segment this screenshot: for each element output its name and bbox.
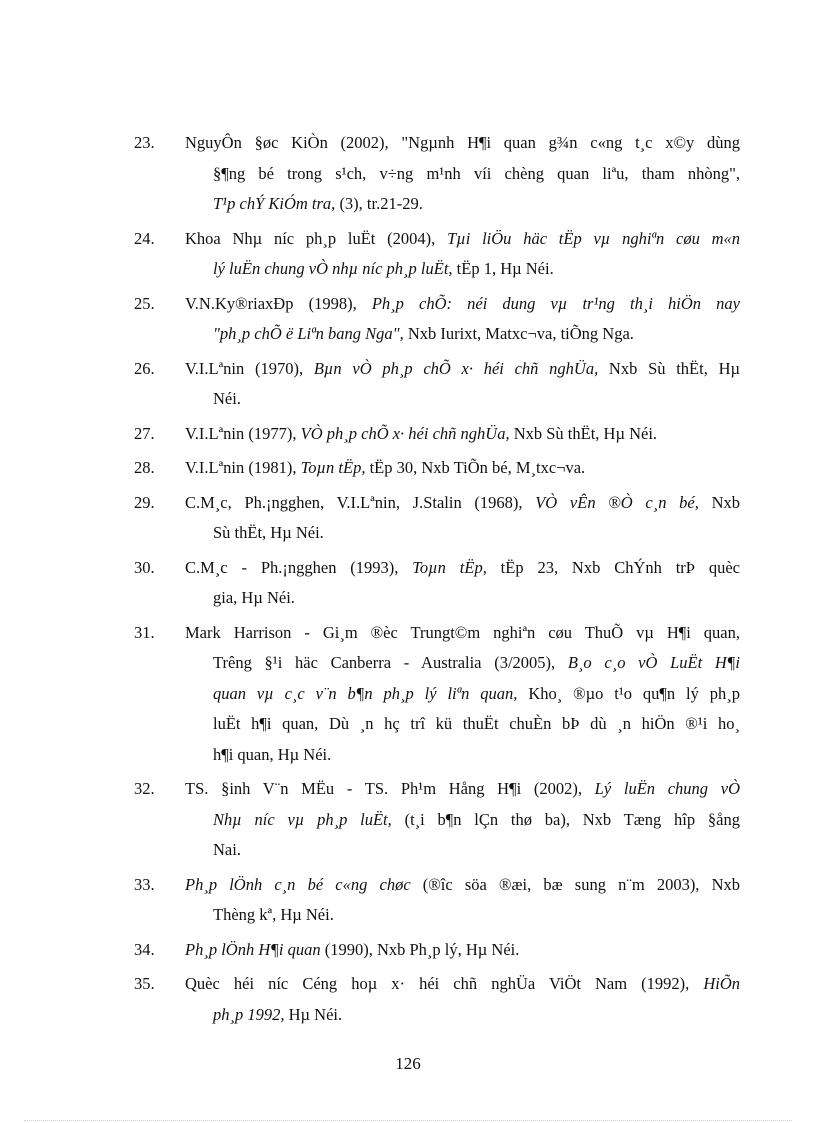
reference-segment: V.I.Lªnin (1970), (185, 358, 314, 378)
reference-title-segment: Bµn vÒ ph¸p chÕ x· héi chñ nghÜa, (313, 358, 599, 378)
reference-title-segment: Lý luËn chung vÒ (594, 779, 740, 798)
reference-line (185, 969, 740, 1000)
reference-line (185, 774, 740, 805)
reference-title-segment: ph¸p 1992, (213, 1004, 285, 1024)
reference-number: 35. (134, 974, 155, 993)
reference-item (0, 553, 816, 614)
reference-title-segment: Nhµ níc vµ ph¸p luËt, (213, 809, 392, 829)
reference-segment: gia, Hµ Néi. (213, 588, 295, 607)
reference-text (185, 618, 740, 771)
reference-segment: (®îc söa ®æi, bæ sung n¨m 2003), Nxb (410, 874, 740, 894)
reference-title-segment: Ph¸p chÕ: néi dung vµ tr¹ng th¸i hiÖn nay (371, 293, 740, 313)
reference-segment: h¶i quan, Hµ Néi. (213, 744, 332, 764)
reference-segment: V.N.Ky®riaxÐp (1998), (185, 293, 372, 313)
reference-segment: Khoa Nhµ níc ph¸p luËt (2004), (185, 228, 448, 248)
reference-item (0, 224, 816, 285)
reference-item (0, 354, 816, 415)
reference-segment: Sù thËt, Hµ Néi. (213, 523, 324, 542)
reference-line (185, 870, 740, 901)
reference-segment: Nai. (213, 840, 241, 859)
reference-title-segment: lý luËn chung vÒ nhµ níc ph¸p luËt, (213, 259, 453, 278)
reference-item (0, 289, 816, 350)
reference-line (185, 709, 740, 740)
reference-item (0, 453, 816, 484)
reference-line (185, 354, 740, 385)
reference-item (0, 774, 816, 866)
reference-title-segment: Ph¸p lÖnh H¶i quan (185, 939, 321, 959)
reference-number: 24. (134, 228, 155, 248)
reference-title-segment: T¹p chÝ KiÓm tra, (213, 194, 336, 213)
reference-segment: V.I.Lªnin (1977), (185, 423, 301, 443)
reference-segment: luËt h¶i quan, Dù ¸n hç trî kü thuËt chuÈn bÞ dù ¸n hiÖn ®¹i ho¸ (213, 714, 740, 733)
reference-segment: C.M¸c - Ph.¡ngghen (1993), (185, 557, 413, 577)
reference-list (0, 128, 816, 1034)
reference-line (185, 648, 740, 679)
reference-number: 26. (134, 358, 155, 378)
reference-line (185, 254, 740, 285)
reference-line (185, 518, 740, 549)
reference-segment: Mark Harrison - Gi¸m ®èc Trungt©m nghiªn cøu ThuÕ vµ H¶i quan, (185, 622, 740, 642)
reference-line (185, 289, 740, 320)
reference-segment: (t¸i b¶n lÇn thø ba), Nxb Tæng hîp §ång (391, 809, 740, 829)
reference-text (185, 774, 740, 866)
page-bottom-divider (24, 1120, 792, 1121)
reference-segment: (1990), Nxb Ph¸p lý, Hµ Néi. (320, 939, 520, 959)
reference-text (185, 935, 740, 966)
reference-line (185, 553, 740, 584)
reference-title-segment: "ph¸p chÕ ë Liªn bang Nga", (213, 324, 404, 343)
reference-item (0, 935, 816, 966)
reference-segment: Trêng §¹i häc Canberra - Australia (3/2005), (213, 653, 568, 672)
reference-line (185, 679, 740, 710)
reference-segment: TS. §inh V¨n MËu - TS. Ph¹m Hång H¶i (2002), (185, 779, 595, 798)
reference-line (185, 189, 740, 220)
reference-title-segment: HiÕn (703, 974, 740, 993)
reference-title-segment: Tµi liÖu häc tËp vµ nghiªn cøu m«n (447, 228, 740, 248)
reference-segment: Thèng kª, Hµ Néi. (213, 905, 334, 924)
reference-number: 27. (134, 423, 155, 443)
reference-line (185, 805, 740, 836)
reference-line (185, 835, 740, 866)
reference-number: 23. (134, 133, 155, 152)
reference-segment: tËp 30, Nxb TiÕn bé, M¸txc¬va. (365, 458, 586, 477)
reference-line (185, 583, 740, 614)
reference-line (185, 319, 740, 350)
reference-item (0, 969, 816, 1030)
reference-line (185, 419, 740, 450)
reference-line (185, 159, 740, 190)
reference-line (185, 224, 740, 255)
reference-segment: Nxb (698, 492, 740, 512)
reference-segment: NguyÔn §øc KiÒn (2002), "Ngµnh H¶i quan g¾n c«ng t¸c x©y dùng (185, 133, 740, 152)
reference-number: 32. (134, 779, 155, 798)
reference-text (185, 289, 740, 350)
reference-segment: tËp 1, Hµ Néi. (452, 259, 554, 278)
reference-item (0, 128, 816, 220)
reference-segment: Nxb Sù thËt, Hµ (598, 358, 740, 378)
reference-number: 31. (134, 622, 155, 642)
reference-item (0, 488, 816, 549)
reference-segment: Nxb Iurixt, Matxc¬va, tiÕng Nga. (403, 324, 634, 343)
reference-line (185, 1000, 740, 1031)
reference-text (185, 553, 740, 614)
reference-text (185, 419, 740, 450)
reference-segment: §¶ng bé trong s¹ch, v÷ng m¹nh víi chèng quan liªu, tham nhòng", (213, 163, 740, 183)
reference-line (185, 488, 740, 519)
reference-item (0, 618, 816, 771)
reference-segment: V.I.Lªnin (1981), (185, 458, 301, 477)
reference-line (185, 935, 740, 966)
reference-line (185, 740, 740, 771)
reference-segment: Hµ Néi. (284, 1004, 343, 1024)
reference-title-segment: Ph¸p lÖnh c¸n bé c«ng chøc (185, 874, 411, 894)
reference-segment: tËp 23, Nxb ChÝnh trÞ quèc (486, 557, 740, 577)
reference-title-segment: VÒ vÊn ®Ò c¸n bé, (535, 492, 699, 512)
reference-text (185, 488, 740, 549)
reference-title-segment: Toµn tËp, (412, 557, 487, 577)
reference-title-segment: quan vµ c¸c v¨n b¶n ph¸p lý liªn quan, (213, 683, 518, 703)
reference-line (185, 384, 740, 415)
reference-line (185, 453, 740, 484)
reference-item (0, 870, 816, 931)
reference-text (185, 453, 740, 484)
reference-number: 30. (134, 557, 155, 577)
reference-segment: C.M¸c, Ph.¡ngghen, V.I.Lªnin, J.Stalin (1968), (185, 492, 536, 512)
reference-text (185, 128, 740, 220)
page-number: 126 (395, 1054, 421, 1073)
reference-line (185, 618, 740, 649)
reference-number: 25. (134, 293, 155, 313)
reference-segment: Quèc héi níc Céng hoµ x· héi chñ nghÜa ViÖt Nam (1992), (185, 974, 704, 993)
reference-text (185, 969, 740, 1030)
reference-number: 29. (134, 492, 155, 512)
reference-title-segment: VÒ ph¸p chÕ x· héi chñ nghÜa, (300, 423, 510, 443)
reference-line (185, 900, 740, 931)
reference-item (0, 419, 816, 450)
reference-number: 28. (134, 458, 155, 477)
reference-text (185, 870, 740, 931)
reference-text (185, 224, 740, 285)
reference-line (185, 128, 740, 159)
reference-number: 33. (134, 874, 155, 894)
reference-number: 34. (134, 939, 155, 959)
reference-title-segment: B¸o c¸o vÒ LuËt H¶i (567, 653, 740, 672)
reference-segment: Kho¸ ®µo t¹o qu¶n lý ph¸p (517, 683, 740, 703)
reference-segment: Nxb Sù thËt, Hµ Néi. (509, 423, 658, 443)
reference-segment: Néi. (213, 389, 241, 408)
reference-segment: (3), tr.21-29. (335, 194, 423, 213)
reference-title-segment: Toµn tËp, (300, 458, 366, 477)
reference-text (185, 354, 740, 415)
